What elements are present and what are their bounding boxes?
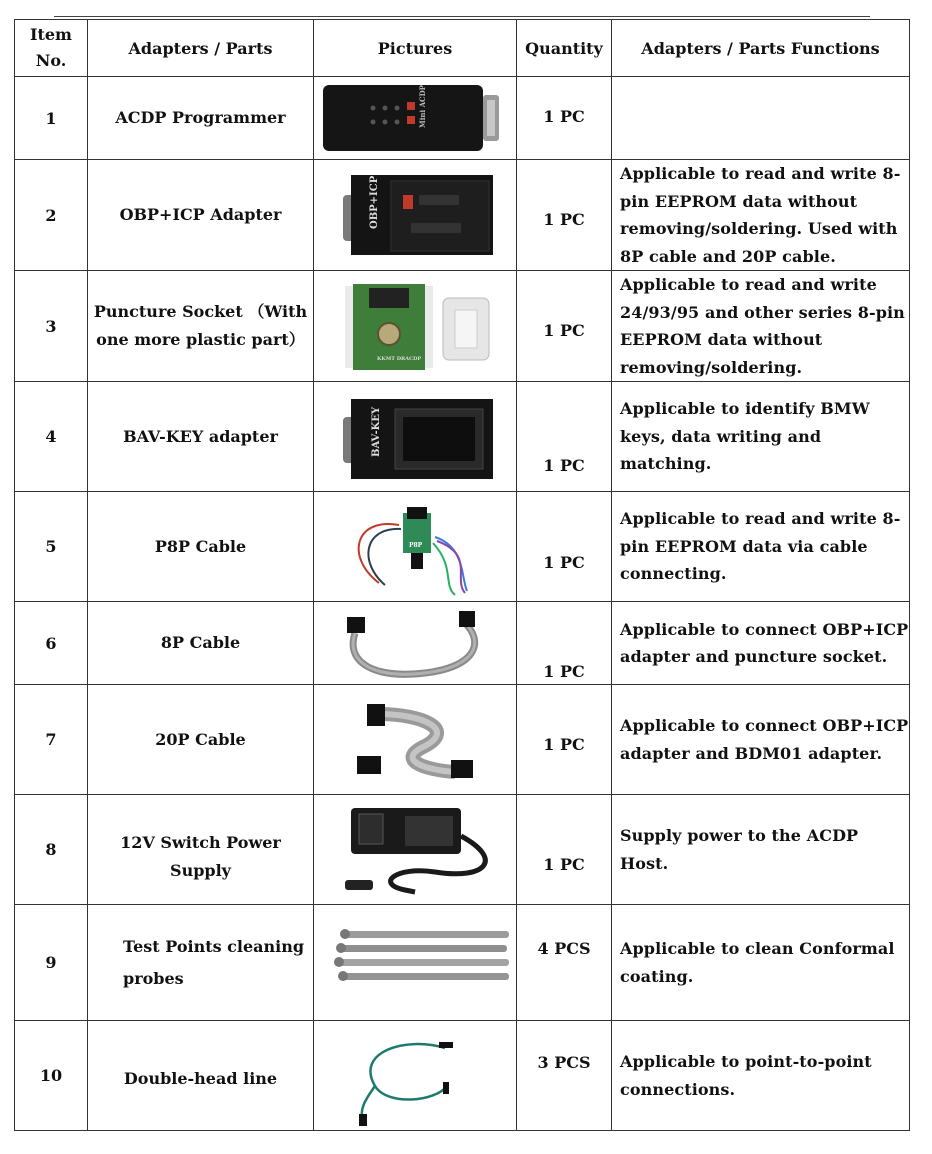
- header-functions: Adapters / Parts Functions: [612, 20, 910, 77]
- part-picture: [314, 160, 517, 271]
- quantity-value: 3 PCS: [537, 1053, 591, 1072]
- acdp-programmer-icon: [315, 78, 515, 158]
- table-row: [15, 685, 910, 795]
- obp-label: OBP+ICP: [369, 175, 380, 229]
- header-pictures: Pictures: [314, 20, 517, 77]
- p8p-cable-icon: [315, 497, 515, 597]
- quantity-cell: [517, 271, 612, 382]
- double-head-line-icon: [315, 1026, 515, 1126]
- part-name: 8P Cable: [88, 602, 314, 685]
- item-number: 5: [15, 492, 88, 602]
- function-text: Applicable to identify BMW keys, data writing and matching.: [612, 382, 910, 492]
- part-picture: [314, 685, 517, 795]
- part-picture: [314, 905, 517, 1021]
- item-number: 9: [15, 905, 88, 1021]
- quantity-value: 1 PC: [543, 210, 585, 229]
- part-name: 12V Switch Power Supply: [88, 795, 314, 905]
- quantity-cell: [517, 685, 612, 795]
- part-name: P8P Cable: [88, 492, 314, 602]
- function-text: Supply power to the ACDP Host.: [612, 795, 910, 905]
- quantity-cell: [517, 382, 612, 492]
- quantity-cell: [517, 77, 612, 160]
- table-row: [15, 1021, 910, 1131]
- bav-key-adapter-icon: [315, 387, 515, 487]
- function-text: Applicable to read and write 8-pin EEPROM data without removing/soldering. Used with 8P cable and 20P cable.: [612, 160, 910, 271]
- quantity-value: 1 PC: [543, 456, 585, 475]
- function-text: Applicable to clean Conformal coating.: [612, 905, 910, 1021]
- part-name: ACDP Programmer: [88, 77, 314, 160]
- quantity-value: 1 PC: [543, 662, 585, 681]
- table-row: [15, 160, 910, 271]
- part-name: OBP+ICP Adapter: [88, 160, 314, 271]
- part-name: 20P Cable: [88, 685, 314, 795]
- function-text: Applicable to connect OBP+ICP adapter and BDM01 adapter.: [612, 685, 910, 795]
- power-supply-icon: [315, 800, 515, 900]
- item-number: 6: [15, 602, 88, 685]
- bav-label: BAV-KEY: [371, 406, 382, 457]
- quantity-value: 1 PC: [543, 107, 585, 126]
- part-name: BAV-KEY adapter: [88, 382, 314, 492]
- part-picture: [314, 492, 517, 602]
- part-picture: [314, 271, 517, 382]
- 8p-cable-icon: [315, 603, 515, 683]
- table-row: [15, 492, 910, 602]
- part-name: [88, 905, 314, 1021]
- function-text: Applicable to connect OBP+ICP adapter and puncture socket.: [612, 602, 910, 685]
- parts-table: [14, 19, 910, 1131]
- p8p-label: P8P: [409, 541, 423, 549]
- header-quantity: Quantity: [517, 20, 612, 77]
- part-picture: [314, 77, 517, 160]
- table-row: [15, 382, 910, 492]
- 20p-cable-icon: [315, 690, 515, 790]
- function-text: Applicable to read and write 8-pin EEPROM data via cable connecting.: [612, 492, 910, 602]
- part-picture: [314, 602, 517, 685]
- quantity-value: 1 PC: [543, 735, 585, 754]
- header-parts: Adapters / Parts: [88, 20, 314, 77]
- puncture-socket-icon: [315, 276, 515, 376]
- part-name-text: Test Points cleaning probes: [123, 936, 305, 988]
- table-header-row: [15, 20, 910, 77]
- obp-icp-adapter-icon: [315, 165, 515, 265]
- cleaning-probes-icon: [315, 913, 515, 1013]
- function-text: [612, 77, 910, 160]
- table-row: [15, 905, 910, 1021]
- item-number: 10: [15, 1021, 88, 1131]
- quantity-cell: [517, 160, 612, 271]
- device-brand-label: Mini ACDP: [418, 85, 427, 128]
- top-rule: [54, 16, 870, 17]
- item-number: 2: [15, 160, 88, 271]
- quantity-cell: [517, 492, 612, 602]
- quantity-value: 1 PC: [543, 321, 585, 340]
- function-text: Applicable to point-to-point connections.: [612, 1021, 910, 1131]
- quantity-cell: [517, 905, 612, 1021]
- table-row: [15, 795, 910, 905]
- part-name: Puncture Socket （With one more plastic part）: [88, 271, 314, 382]
- item-number: 8: [15, 795, 88, 905]
- part-picture: [314, 382, 517, 492]
- function-text: Applicable to read and write 24/93/95 and other series 8-pin EEPROM data without removing/soldering.: [612, 271, 910, 382]
- table-row: [15, 602, 910, 685]
- quantity-value: 1 PC: [543, 855, 585, 874]
- item-number: 7: [15, 685, 88, 795]
- quantity-cell: [517, 795, 612, 905]
- item-number: 3: [15, 271, 88, 382]
- quantity-cell: [517, 602, 612, 685]
- item-number: 1: [15, 77, 88, 160]
- part-picture: [314, 1021, 517, 1131]
- part-picture: [314, 795, 517, 905]
- header-item-no: Item No.: [15, 20, 88, 77]
- quantity-cell: [517, 1021, 612, 1131]
- table-row: [15, 271, 910, 382]
- part-name: Double-head line: [88, 1021, 314, 1131]
- table-row: [15, 77, 910, 160]
- socket-label: KKMT DRACDP: [377, 356, 422, 362]
- quantity-value: 4 PCS: [537, 939, 591, 958]
- quantity-value: 1 PC: [543, 553, 585, 572]
- item-number: 4: [15, 382, 88, 492]
